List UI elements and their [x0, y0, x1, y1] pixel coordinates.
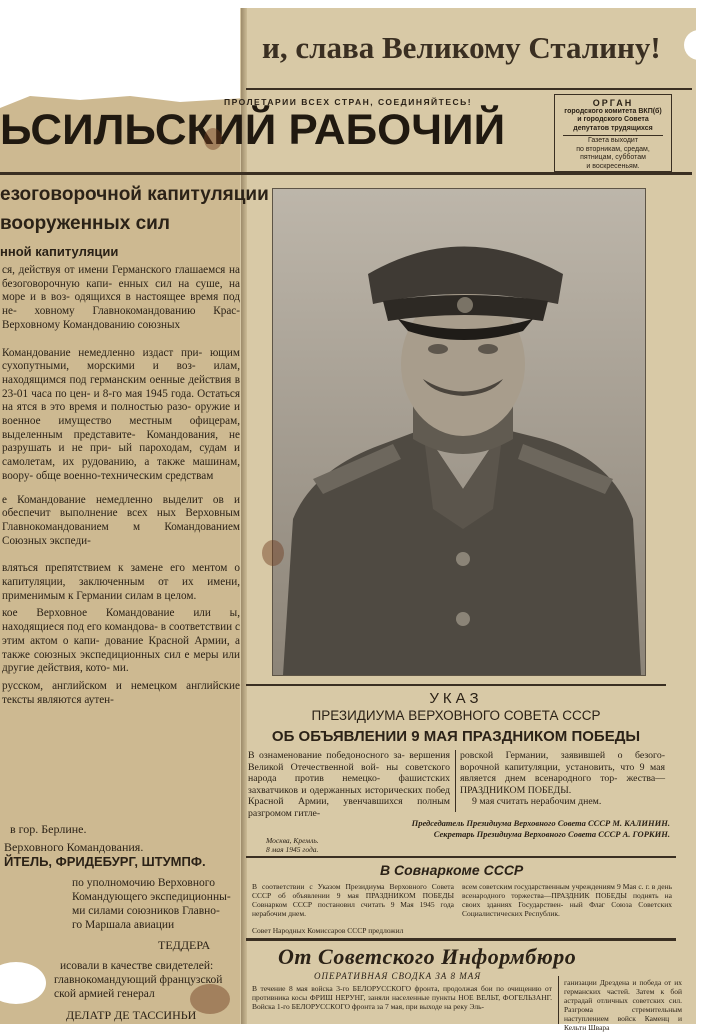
act-subheading: нной капитуляции: [0, 244, 119, 259]
organ-line: депутатов трудящихся: [573, 124, 653, 132]
sovnarkom-column-1: [252, 882, 454, 935]
witness-line: ской армией генерал: [54, 988, 155, 1000]
paper-fold: [241, 8, 247, 1024]
act-paragraph: кое Верховное Командование или ы, находящиеся под его командова- в соответствии с этим актом о капи- дование Красной Армии, а также союзных экспедиционных сил е меры или другие действия, кото- ми.: [2, 607, 240, 675]
stalin-portrait-photo: [272, 188, 646, 676]
masthead-top-rule: [246, 88, 692, 90]
armed-forces-heading: вооруженных сил: [0, 213, 170, 234]
tedder-signature: ТЕДДЕРА: [158, 938, 211, 952]
german-signatories: ЙТЕЛЬ, ФРИДЕБУРГ, ШТУМПФ.: [4, 854, 206, 869]
organ-title: ОРГАН: [592, 98, 634, 108]
authority-line: Командующего экспедиционны-: [72, 891, 231, 903]
decree-column-2: [460, 750, 665, 808]
ink-stain: [204, 128, 222, 150]
operational-report-subheading: ОПЕРАТИВНАЯ СВОДКА ЗА 8 МАЯ: [314, 971, 482, 981]
act-paragraph: е Командование немедленно выделит ов и обеспечит выполнение всех ных Верховным Главнокомандованием м Командованием Союзных экспеди-: [2, 493, 240, 547]
kalinin-signature: Председатель Президиума Верховного Совета СССР М. КАЛИНИН.: [411, 818, 670, 828]
delattre-signature: ДЕЛАТР ДЕ ТАССИНЬИ: [66, 1008, 197, 1022]
sovnarkom-column-2: всем советским государственным учреждениям 9 Мая с. г. в день всенародного торжества—ПРАЗДНИК ПОБЕДЫ поднять на своих зданиях Государствен- ный Флаг Союза Советских Социалистических Республик.: [462, 882, 672, 918]
sovnarkom-bottom-rule: [246, 938, 676, 941]
capitulation-heading: езоговорочной капитуляции: [0, 184, 269, 205]
decree-nonworking-day: 9 мая считать нерабочим днем.: [472, 796, 602, 808]
decree-title: УКАЗ: [429, 690, 483, 707]
gorkin-signature: Секретарь Президиума Верховного Совета СССР А. ГОРКИН.: [433, 828, 670, 839]
decree-place: Москва, Кремль.: [266, 836, 319, 845]
sovnarkom-top-rule: [246, 856, 676, 858]
authority-block: [72, 876, 240, 932]
decree-top-rule: [246, 684, 666, 686]
authority-line: го Маршала авиации: [72, 919, 175, 931]
witness-line: исовали в качестве свидетелей:: [60, 960, 214, 972]
command-line: Верховного Командования.: [4, 840, 144, 854]
decree-column-2-text: ровской Германии, заявившей о безого- ворочной капитуляции, установить, что 9 мая является днем всенародного тор- жества—ПРАЗДНИКОМ ПОБЕДЫ.: [460, 750, 665, 796]
act-text: [2, 264, 240, 707]
organ-schedule: Газета выходит: [587, 137, 639, 144]
slogan-headline: и, слава Великому Сталину!: [262, 30, 661, 65]
informburo-column-divider: [558, 976, 559, 1024]
decree-signatures: [330, 818, 670, 839]
signing-place: в гор. Берлине.: [10, 822, 87, 836]
decree-column-divider: [455, 750, 456, 812]
witness-line: главнокомандующий французской: [54, 974, 223, 986]
informburo-heading: От Советского Информбюро: [278, 944, 577, 969]
newspaper-title: ЬСИЛЬСКИЙ РАБОЧИЙ: [0, 106, 506, 154]
sovnarkom-heading: В Совнаркоме СССР: [380, 862, 524, 878]
act-paragraph: ся, действуя от имени Германского глашаемся на безоговорочную капи- енных сил на суше, на море и в воз- одящихся в настоящее время под не- ховному Главнокомандованию Крас- Верховному Командованию союзных: [2, 264, 240, 331]
authority-line: ми силами союзников Главно-: [72, 905, 220, 917]
act-paragraph: русском, английском и немецком английские тексты являются аутен-: [2, 679, 240, 706]
decree-heading: ОБ ОБЪЯВЛЕНИИ 9 МАЯ ПРАЗДНИКОМ ПОБЕДЫ: [271, 728, 641, 745]
act-paragraph: Командование немедленно издаст при- ющим сухопутными, морскими и воз- илам, находящимся под германским оенные действия в 23-01 часа по цен- и 8-го мая 1945 года. Остаться на ятся в это время и полностью разо- оружие и военное имущество местным офицерам, выделенным представите- Командования, не разрушать и не при- ый пароходам, судам и самолетам, их рудованию, а также машинам, воору- обще военно-техническим средствам: [2, 346, 240, 482]
informburo-report-text: В течение 8 мая войска 3-го БЕЛОРУССКОГО фронта, продолжая бои по очищению от противника косы ФРИШ НЕРУНГ, заняли населенные пункты НОЕ ВЕЛЬТ, ФОГЕЛЬЗАНГ. Войска 1-го БЕЛОРУССКОГО фронта за 7 мая, при выходе на реку Эль-: [252, 984, 552, 1011]
authority-line: по уполномочию Верховного: [72, 877, 215, 889]
ink-stain: [262, 540, 284, 566]
organ-line: городского комитета ВКП(б): [564, 107, 662, 115]
organ-line: и городского Совета: [577, 116, 649, 123]
organ-schedule: и воскресеньям.: [586, 162, 640, 170]
sovnarkom-column-1-text: В соответствии с Указом Президиума Верховного Совета СССР об объявлении 9 мая ПРАЗДНИКОМ ПОБЕДЫ Совнарком СССР постановил считать 9 Мая 1945 года нерабочим днем.: [252, 882, 454, 918]
decree-subtitle: ПРЕЗИДИУМА ВЕРХОВНОГО СОВЕТА СССР: [311, 708, 601, 723]
ink-stain: [190, 984, 230, 1014]
sovnarkom-column-1-end: Совет Народных Комиссаров СССР предложил: [252, 926, 404, 935]
organ-info-box: [554, 94, 672, 172]
organ-schedule: по вторникам, средам,: [576, 145, 650, 153]
organ-schedule: пятницам, субботам: [580, 154, 646, 161]
masthead-bottom-rule: [0, 172, 692, 175]
decree-place-date: [266, 836, 319, 854]
proletarians-motto: ПРОЛЕТАРИИ ВСЕХ СТРАН, СОЕДИНЯЙТЕСЬ!: [224, 97, 473, 107]
decree-column-1: В ознаменование победоносного за- вершения Великой Отечественной вой- ны советского народа против немецко- фашистских захватчиков и одержанных исторических побед Красной Армии, увенчавшихся полным разгромом гитле-: [248, 750, 450, 819]
decree-date: 8 мая 1945 года.: [266, 845, 319, 854]
informburo-right-text: ганизации Дрездена и победа от их германских частей. Затем к бой астрадай отличных советских сил. Разгрома стремительным наступлением войск Каменц и Кельтн Швара: [564, 978, 682, 1032]
act-paragraph: вляться препятствием к замене его ментом о капитуляции, заключенным от их имени, применимым к Германии силам в целом.: [2, 562, 240, 602]
